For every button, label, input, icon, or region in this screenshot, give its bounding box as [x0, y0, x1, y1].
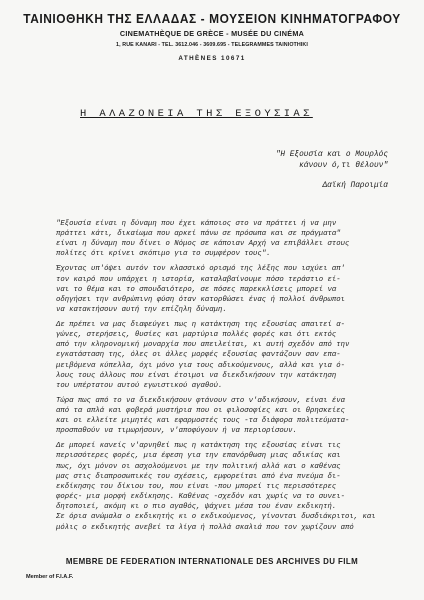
epigraph-source: Δαϊκή Παροιμία [322, 182, 388, 191]
letterhead-subtitle: CINEMATHÈQUE DE GRÈCE - MUSÉE DU CINÉMA [119, 29, 305, 38]
footer-member-of: Member of F.I.A.F. [26, 574, 74, 580]
body-line: και οι ελλείτε μιμητές και εφαρμοστές τους -τα διάφορα πολιτεύματα- [56, 417, 350, 426]
body-paragraph [56, 441, 406, 532]
body-line: μόλις ο εκδικητής ανεβεί τα λίγα ή πολλά σκαλιά που τον χωρίζουν από [56, 523, 354, 532]
letterhead-title: ΤΑΙΝΙΟΘΗΚΗ ΤΗΣ ΕΛΛΑΔΑΣ - ΜΟΥΣΕΙΟΝ ΚΙΝΗΜΑΤΟΓΡΑΦΟΥ [23, 12, 401, 26]
body-line: "Εξουσία είναι η δύναμη που έχει κάποιος στο να πράττει ή να μην [56, 220, 337, 228]
body-line: Δε μπορεί κανείς ν'αρνηθεί πως η κατάκτηση της εξουσίας είναι τις [56, 442, 341, 451]
body-line: μας στις διαπροσωπικές του σχέσεις, εμφορείται από ένα πνεύμα δι- [56, 472, 341, 481]
body-line: Έχοντας υπ'όψει αυτόν τον κλασσικό ορισμό της λέξης που ισχύει απ' [56, 265, 346, 274]
body-line: να κατακτήσουν αυτή την επίζηλη δύναμη. [56, 306, 227, 315]
letterhead-city: ATHÈNES 10671 [178, 55, 246, 62]
footer-membership: MEMBRE DE FEDERATION INTERNATIONALE DES ARCHIVES DU FILM [65, 556, 359, 566]
body-line: φορές- μια μορφή εκδίκησης. Καθένας -σχεδόν και χωρίς να το συνει- [56, 493, 346, 502]
body-line: του υπέρτατου αυτού εγωιστικού αγαθού. [56, 381, 223, 390]
body-line: Δε πρέπει να μας διαφεύγει πως η κατάκτηση της εξουσίας απαιτεί α- [56, 321, 346, 329]
body-line: δητοποιεί, ακόμη κι ο πιο αγαθός, ψάχνει μέσα του έναν εκδικητή. [56, 503, 337, 512]
body-line: ναι το θέμα και το σπουδαιότερο, σε πόσες παρεκκλίσεις μπορεί να [56, 285, 337, 294]
epigraph-line: κάνουν ό,τι θέλουν" [299, 162, 388, 171]
body-line: εγκατάσταση της, όλες οι άλλες μορφές εξουσίας φαντάζουν σαν επα- [56, 351, 341, 360]
body-line: περισσότερες φορές, μια έφεση για την επανόρθωση μιας αδικίας και [56, 452, 341, 461]
epigraph-line: "Η Εξουσία και ο Μουρλός [275, 151, 388, 159]
body-line: πράττει κάτι, δικαίωμα που αρκεί πάνω σε πρόσωπα και σε πράγματα" [56, 230, 341, 239]
body-line: Τώρα πως από το να διεκδικήσουν φτάνουν στο ν'αδικήσουν, είναι ένα [56, 396, 346, 405]
body-line: εκδίκησης του δίκιου του, που είναι -που μπορεί τις περισσότερες [56, 482, 337, 491]
letterhead-address: 1, RUE KANARI - TEL. 3612.046 - 3609.695 - TELEGRAMMES TAINIOTHIKI [116, 42, 308, 48]
body-line: τον καιρό που υπάρχει η ιστορία, καταλαβαίνουμε πόσο τεράστιο εί- [56, 275, 341, 284]
body-line: πως, όχι μόνον οι ασχολούμενοι με την πολιτική αλλά και ο καθένας [56, 462, 341, 471]
body-line: Σε όρια ανώμαλα ο εκδικητής κι ο εκδικούμενος, γίνονται δυσδιάκριτοι, και [56, 513, 376, 522]
body-line: από την κληρονομική μοναρχία που απειλείται, κι αυτή σχεδόν από την [56, 341, 350, 350]
body-line: λους τους άλλους που είναι έτοιμοι να διεκδικήσουν την κατάκτηση [56, 371, 337, 380]
body-line: είναι η δύναμη που δίνει ο Νόμος σε κάποιαν Αρχή να επιβάλλει στους [56, 240, 350, 249]
document-body [56, 219, 406, 538]
body-line: μειβόμενα κύπελλα, όχι μόνο για τους αδικούμενους, αλλά και για ό- [56, 361, 346, 370]
body-paragraph [56, 396, 406, 437]
document-title: Η ΑΛΑΖΟΝΕΙΑ ΤΗΣ ΕΞΟΥΣΙΑΣ [80, 108, 313, 120]
body-paragraph [56, 320, 406, 391]
body-paragraph [56, 264, 406, 315]
body-line: πολίτες ότι κρίνει σκόπιμο για το συμφέρον τους". [56, 250, 271, 259]
body-line: από τα απλά και φοβερά μυστήρια που οι φιλοσοφίες και οι θρησκείες [56, 407, 346, 416]
body-line: γώνες, στερήσεις, θυσίες και μαρτύρια πολλές φορές και ότι εκτός [56, 331, 337, 340]
body-line: οδηγήσει την ανθρώπινη φύση όταν κατορθώσει ένας ή πολλοί άνθρωποι [56, 295, 346, 304]
epigraph [276, 150, 388, 193]
body-paragraph [56, 219, 406, 260]
body-line: προσπαθούν να τιμωρήσουν, ν'αποφύγουν ή να περιορίσουν. [56, 427, 297, 436]
